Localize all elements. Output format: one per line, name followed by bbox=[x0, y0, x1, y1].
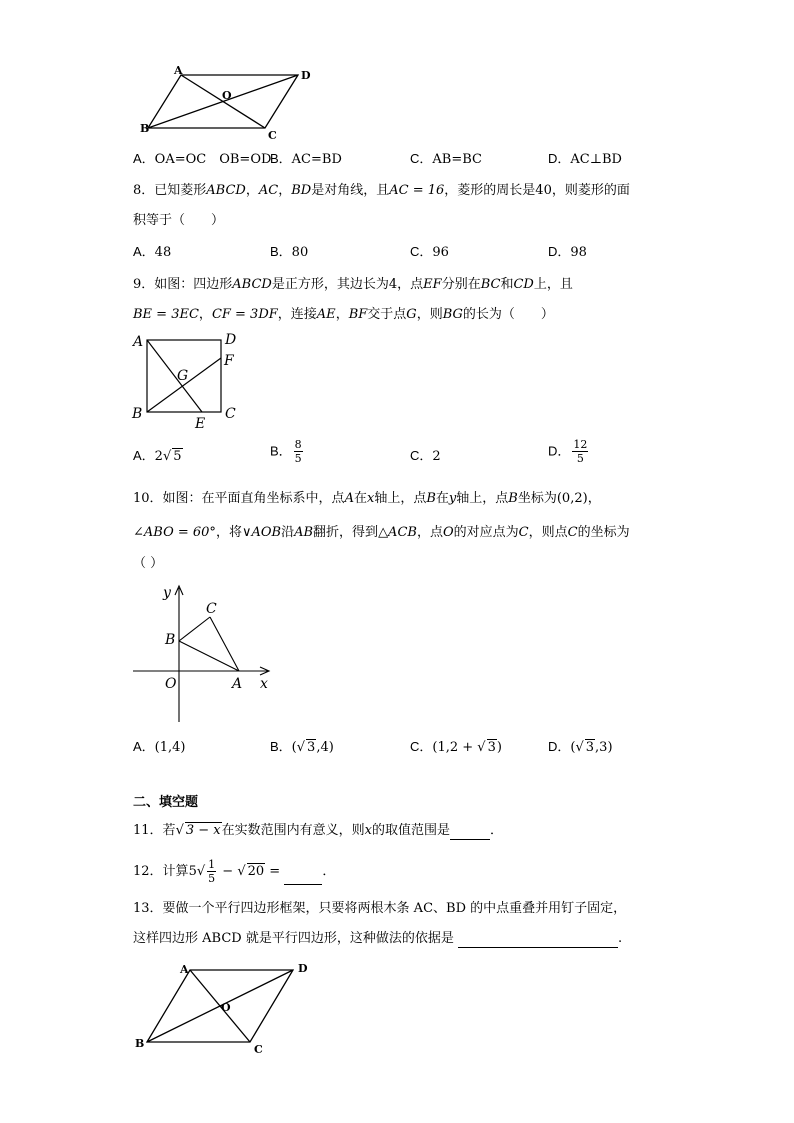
q13-label-a: A bbox=[180, 963, 189, 976]
q13-label-c: C bbox=[254, 1043, 263, 1056]
q8-option-a[interactable]: A．48 bbox=[133, 244, 172, 260]
q9-label-e: E bbox=[195, 416, 206, 430]
section-heading-fill-in: 二、填空题 bbox=[133, 795, 199, 810]
q10-option-c[interactable]: C．(1,2 + √ 3) bbox=[410, 739, 502, 755]
q9-stem-line2: BE = 3EC，CF = 3DF，连接AE，BF交于点G，则BG的长为（ ） bbox=[133, 307, 554, 322]
q7-parallelogram-figure bbox=[138, 62, 318, 142]
q7-label-d: D bbox=[301, 69, 311, 82]
q7-label-b: B bbox=[140, 122, 150, 135]
q13-label-o: O bbox=[221, 1001, 231, 1014]
q8-option-b[interactable]: B．80 bbox=[270, 244, 309, 260]
q9-option-a[interactable]: A．2√ 5 bbox=[133, 448, 182, 464]
q8-option-d[interactable]: D．98 bbox=[548, 244, 587, 260]
q7-label-c: C bbox=[268, 129, 277, 142]
q9-stem-line1: 9．如图：四边形ABCD是正方形，其边长为4，点EF分别在BC和CD上，且 bbox=[133, 277, 573, 292]
q9-label-b: B bbox=[132, 406, 143, 422]
q7-option-a[interactable]: A．OA=OC OB=OD bbox=[133, 151, 272, 167]
q9-label-d: D bbox=[225, 332, 237, 348]
q8-option-c[interactable]: C．96 bbox=[410, 244, 449, 260]
q10-label-a: A bbox=[232, 676, 243, 692]
q10-option-b[interactable]: B．(√ 3,4) bbox=[270, 739, 334, 755]
q9-square-figure bbox=[130, 330, 240, 430]
q10-label-c: C bbox=[206, 601, 217, 617]
q7-label-o: O bbox=[222, 89, 232, 102]
q12-answer-blank[interactable] bbox=[284, 884, 322, 885]
q9-option-c[interactable]: C．2 bbox=[410, 448, 441, 464]
q10-label-b: B bbox=[165, 632, 176, 648]
q9-option-d[interactable]: D． $\frac{12}{5}$ bbox=[548, 438, 588, 465]
q9-label-c: C bbox=[225, 406, 236, 422]
q13-stem-line2: 这样四边形 ABCD 就是平行四边形，这种做法的依据是 . bbox=[133, 931, 623, 946]
q10-stem-line1: 10．如图：在平面直角坐标系中，点A在x轴上，点B在y轴上，点B坐标为(0,2)， bbox=[133, 491, 601, 506]
q10-coordinate-figure bbox=[128, 580, 278, 725]
q13-answer-blank[interactable] bbox=[458, 947, 618, 948]
q13-parallelogram-figure bbox=[130, 958, 315, 1058]
q10-axis-x-label: x bbox=[260, 676, 268, 692]
q7-option-b[interactable]: B．AC=BD bbox=[270, 151, 342, 167]
q10-axis-y-label: y bbox=[163, 585, 171, 601]
q10-stem-line3: （ ） bbox=[133, 556, 164, 571]
q8-stem-line2: 积等于（ ） bbox=[133, 213, 225, 228]
q10-stem-line2: ∠ABO = 60°，将∨AOB沿AB翻折，得到△ACB，点O的对应点为C，则点C的坐标为 bbox=[133, 525, 630, 540]
q10-option-d[interactable]: D．(√ 3,3) bbox=[548, 739, 613, 755]
q11-stem: 11．若√ 3 − x在实数范围内有意义，则x的取值范围是 ． bbox=[133, 823, 504, 838]
q13-stem-line1: 13．要做一个平行四边形框架，只要将两根木条 AC、BD 的中点重叠并用钉子固定， bbox=[133, 901, 627, 916]
q9-option-b[interactable]: B． $\frac{8}{5}$ bbox=[270, 438, 302, 465]
q12-stem: 12．计算5√ $\frac{1}{5}$ − √ 20 = ． bbox=[133, 858, 336, 885]
q7-option-c[interactable]: C．AB=BC bbox=[410, 151, 482, 167]
q7-label-a: A bbox=[174, 64, 183, 77]
q10-option-a[interactable]: A．(1,4) bbox=[133, 739, 186, 755]
q11-answer-blank[interactable] bbox=[450, 839, 490, 840]
q13-label-d: D bbox=[298, 962, 308, 975]
q13-label-b: B bbox=[135, 1037, 145, 1050]
q8-stem-line1: 8．已知菱形ABCD，AC，BD是对角线，且AC = 16，菱形的周长是40，则菱形的面 bbox=[133, 183, 630, 198]
q7-option-d[interactable]: D．AC⊥BD bbox=[548, 151, 622, 167]
q9-label-f: F bbox=[224, 353, 234, 369]
q9-label-a: A bbox=[133, 334, 144, 350]
q9-label-g: G bbox=[177, 368, 189, 384]
q10-label-o: O bbox=[165, 676, 177, 692]
